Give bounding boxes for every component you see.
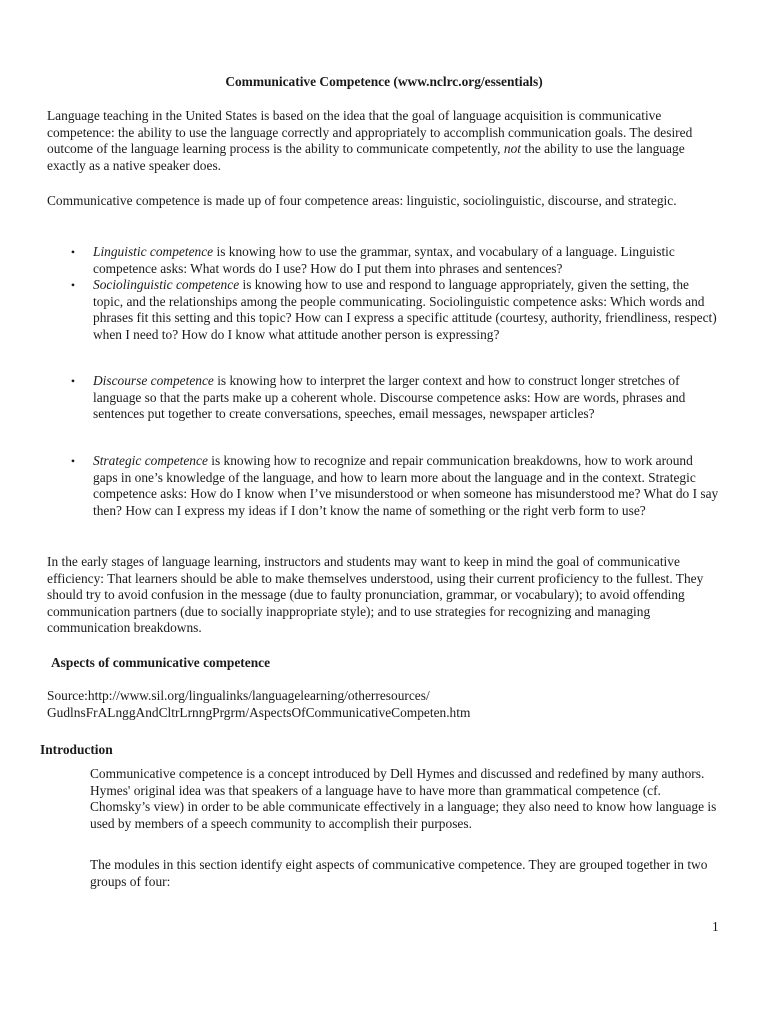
bullet-dot: •	[70, 278, 76, 292]
bullet-text: is knowing how to recognize and repair communication breakdowns, how to work around gaps in one’s knowledge of the language, and how to learn more about the language and in the context. Strategic competence asks: How do I know when I’ve misunderstood or when someone has misunderstood me? What do I say then? How can I express my ideas if I don’t know the name of something or the right verb form to use?	[93, 453, 719, 518]
early-stages-paragraph: In the early stages of language learning, instructors and students may want to keep in mind the goal of communicative efficiency: That learners should be able to make themselves understood, using their current proficiency to the fullest. They should try to avoid confusion in the message (due to faulty pronunciation, grammar, or vocabulary); to avoid offending communication partners (due to socially inappropriate style); and to use strategies for recognizing and managing communication breakdowns.	[47, 554, 704, 636]
areas-intro-paragraph: Communicative competence is made up of four competence areas: linguistic, sociolinguistic, discourse, and strategic.	[47, 193, 677, 208]
bullet-dot: •	[70, 245, 76, 259]
intro-text-after: the ability to use the language exactly as a native speaker does.	[47, 141, 685, 173]
bullet-text: is knowing how to interpret the larger context and how to construct longer stretches of language so that the parts make up a coherent whole. Discourse competence asks: How are words, phrases and sentences put together to create conversations, speeches, email messages, newspaper articles?	[93, 373, 686, 422]
bullet-text: is knowing how to use and respond to language appropriately, given the setting, the topic, and the relationships among the people communicating. Sociolinguistic competence asks: Which words and phrases fit this setting and this topic? How can I express a specific attitude (courtesy, authority, friendliness, respect) when I need to? How do I know what attitude another person is expressing?	[93, 277, 717, 342]
introduction-heading: Introduction	[40, 742, 113, 757]
source-line-1: Source:http://www.sil.org/lingualinks/languagelearning/otherresources/	[47, 688, 430, 703]
bullet-discourse	[70, 373, 719, 423]
bullet-term: Sociolinguistic competence	[93, 277, 240, 292]
bullet-dot: •	[70, 374, 76, 388]
bullet-term: Strategic competence	[93, 453, 208, 468]
intro-text-before: Language teaching in the United States is based on the idea that the goal of language acquisition is communicative competence: the ability to use the language correctly and appropriately to accomplish communication goals. The desired outcome of the language learning process is the ability to communicate competently,	[47, 108, 693, 157]
source-line-2: GudlnsFrALnggAndCltrLrnngPrgrm/AspectsOfCommunicativeCompeten.htm	[47, 705, 471, 720]
document-title: Communicative Competence (www.nclrc.org/essentials)	[225, 74, 543, 89]
bullet-linguistic	[70, 244, 719, 277]
bullet-term: Discourse competence	[93, 373, 214, 388]
bullet-term: Linguistic competence	[93, 244, 214, 259]
bullet-dot: •	[70, 454, 76, 468]
introduction-paragraph-1: Communicative competence is a concept introduced by Dell Hymes and discussed and redefined by many authors. Hymes' original idea was that speakers of a language have to have more than grammatical competence (cf. Chomsky’s view) in order to be able communicate effectively in a language; they also need to know how language is used by members of a speech community to accomplish their purposes.	[90, 766, 717, 831]
bullet-sociolinguistic	[70, 277, 719, 343]
page-number: 1	[712, 919, 719, 934]
intro-paragraph	[47, 108, 719, 174]
bullet-strategic	[70, 453, 719, 519]
intro-emphasis: not	[503, 141, 522, 157]
aspects-heading: Aspects of communicative competence	[51, 655, 271, 670]
bullet-text: is knowing how to use the grammar, syntax, and vocabulary of a language. Linguistic competence asks: What words do I use? How do I put them into phrases and sentences?	[93, 244, 675, 276]
introduction-paragraph-2: The modules in this section identify eight aspects of communicative competence. They are grouped together in two groups of four:	[90, 857, 708, 889]
